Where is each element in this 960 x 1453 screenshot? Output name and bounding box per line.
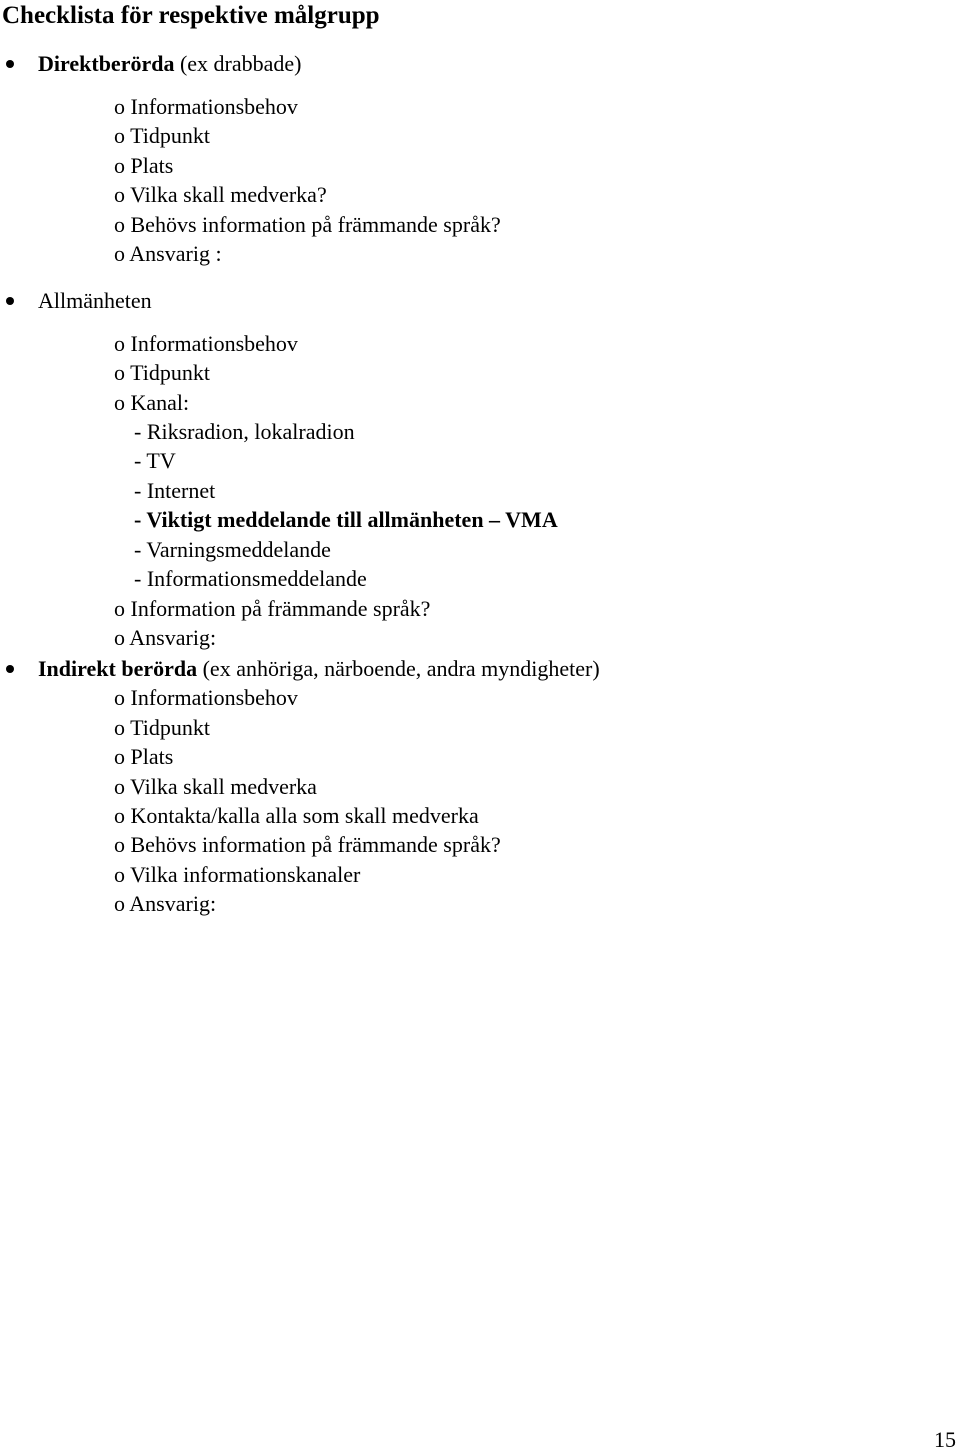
list-item: o Plats	[114, 153, 174, 178]
group-heading-bold: Direktberörda	[38, 51, 175, 76]
group-heading-rest: Allmänheten	[38, 288, 152, 313]
page-title: Checklista för respektive målgrupp	[2, 2, 380, 29]
channel-item: - Informationsmeddelande	[134, 566, 367, 591]
group-heading-allmanheten	[38, 289, 152, 313]
list-item: o Behövs information på främmande språk?	[114, 832, 501, 857]
bullet-icon	[6, 60, 14, 68]
list-item: o Vilka informationskanaler	[114, 862, 361, 887]
list-item: o Ansvarig:	[114, 891, 217, 916]
list-item: o Vilka skall medverka?	[114, 182, 327, 207]
bullet-icon	[6, 297, 14, 305]
list-item: o Ansvarig :	[114, 241, 222, 266]
list-item: o Tidpunkt	[114, 360, 210, 385]
channel-item-vma: - Viktigt meddelande till allmänheten – VMA	[134, 507, 558, 532]
list-item: o Tidpunkt	[114, 123, 210, 148]
channel-item: - Varningsmeddelande	[134, 537, 331, 562]
group-heading-direktberorda	[38, 52, 302, 76]
group-heading-bold: Indirekt berörda	[38, 656, 198, 681]
group-heading-rest: (ex drabbade)	[174, 51, 302, 76]
list-item: o Vilka skall medverka	[114, 774, 317, 799]
list-item: o Ansvarig:	[114, 625, 217, 650]
group-heading-indirekt	[38, 657, 600, 681]
list-item: o Informationsbehov	[114, 331, 298, 356]
list-item: o Plats	[114, 744, 174, 769]
channel-item: - Riksradion, lokalradion	[134, 419, 355, 444]
list-item: o Behövs information på främmande språk?	[114, 212, 501, 237]
list-item: o Information på främmande språk?	[114, 596, 431, 621]
channel-item: - Internet	[134, 478, 216, 503]
list-item: o Informationsbehov	[114, 94, 298, 119]
list-item: o Informationsbehov	[114, 685, 298, 710]
list-item: o Kontakta/kalla alla som skall medverka	[114, 803, 479, 828]
list-item: o Tidpunkt	[114, 715, 210, 740]
channel-item: - TV	[134, 448, 176, 473]
bullet-icon	[6, 665, 14, 673]
page-number: 15	[934, 1427, 956, 1452]
list-item: o Kanal:	[114, 390, 190, 415]
group-heading-rest: (ex anhöriga, närboende, andra myndigheter)	[197, 656, 600, 681]
